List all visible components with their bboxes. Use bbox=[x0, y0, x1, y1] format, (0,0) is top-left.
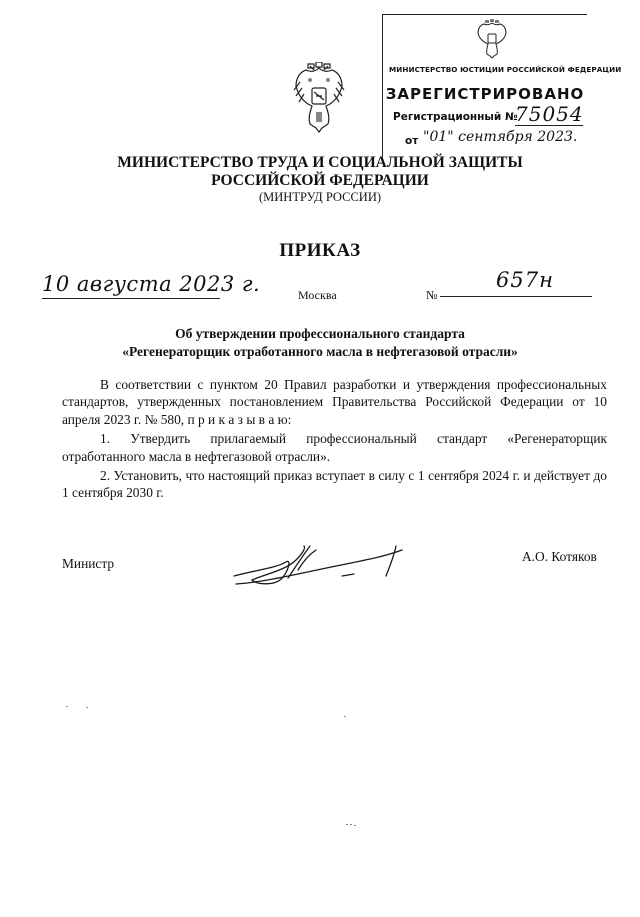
coat-of-arms-emblem bbox=[290, 62, 348, 134]
stamp-ministry-name: МИНИСТЕРСТВО ЮСТИЦИИ РОССИЙСКОЙ ФЕДЕРАЦИИ bbox=[389, 65, 622, 74]
number-underline bbox=[440, 296, 592, 297]
order-title-line2: «Регенераторщик отработанного масла в нефтегазовой отрасли» bbox=[122, 344, 518, 359]
ministry-name-line1: МИНИСТЕРСТВО ТРУДА И СОЦИАЛЬНОЙ ЗАЩИТЫ bbox=[117, 154, 523, 171]
stamp-reg-number-value: 75054 bbox=[515, 102, 584, 126]
order-title-line1: Об утверждении профессионального стандарта bbox=[175, 326, 465, 341]
body-paragraph: 1. Утвердить прилагаемый профессиональный стандарт «Регенераторщик отработанного масла в нефтегазовой отрасли». bbox=[62, 431, 607, 464]
stamp-date-prefix: от bbox=[405, 135, 419, 147]
order-date-handwritten: 10 августа 2023 г. bbox=[42, 272, 261, 296]
order-body bbox=[62, 376, 607, 502]
ministry-name-line2: РОССИЙСКОЙ ФЕДЕРАЦИИ bbox=[211, 172, 429, 189]
stamp-date-value: "01" сентября 2023. bbox=[423, 129, 578, 145]
stamp-emblem-icon bbox=[475, 19, 509, 59]
document-type-heading: ПРИКАЗ bbox=[279, 240, 361, 261]
number-sign: № bbox=[426, 288, 438, 302]
ministry-short-name: (МИНТРУД РОССИИ) bbox=[258, 190, 382, 204]
stamp-reg-number-label: Регистрационный № bbox=[393, 111, 518, 123]
city-label: Москва bbox=[298, 288, 337, 302]
registration-stamp bbox=[382, 14, 622, 157]
stamp-registered-label: ЗАРЕГИСТРИРОВАНО bbox=[385, 85, 585, 103]
body-paragraph: 2. Установить, что настоящий приказ вступает в силу с 1 сентября 2024 г. и действует до 1 сентября 2030 г. bbox=[62, 468, 607, 501]
signer-name: А.О. Котяков bbox=[522, 549, 597, 564]
order-number-handwritten: 657н bbox=[496, 268, 554, 292]
body-paragraph: В соответствии с пунктом 20 Правил разработки и утверждения профессиональных стандартов, утвержденных постановлением Правительства Российской Федерации от 10 апреля 2023 г. № 580, п р и к а з ы в а ю: bbox=[62, 377, 607, 427]
signer-position: Министр bbox=[62, 556, 115, 571]
handwritten-signature bbox=[226, 540, 416, 590]
date-underline bbox=[42, 298, 220, 299]
